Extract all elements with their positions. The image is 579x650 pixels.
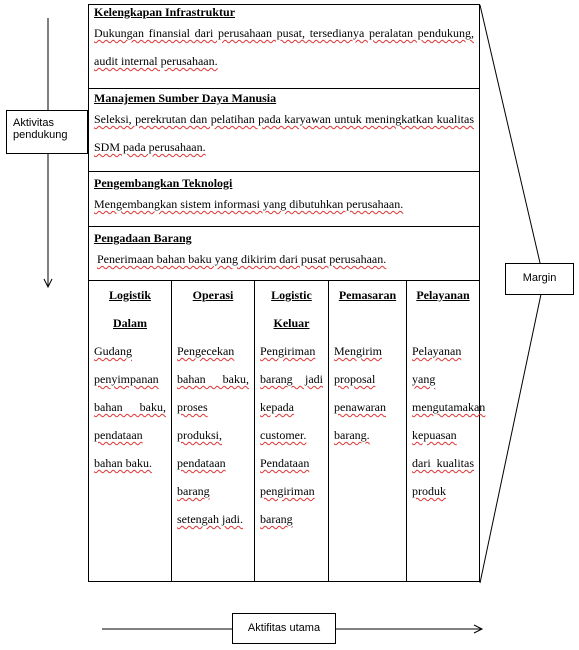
- section-title: Manajemen Sumber Daya Manusia: [94, 91, 277, 105]
- label-text: Margin: [522, 272, 557, 284]
- section-title: Pengembangkan Teknologi: [94, 176, 233, 190]
- column-text: Mengirim proposal penawaran barang.: [334, 344, 386, 442]
- section-text: Mengembangkan sistem informasi yang dibutuhkan perusahaan.: [94, 197, 404, 211]
- column-title: Operasi: [192, 288, 234, 302]
- primary-inbound: [89, 281, 172, 582]
- primary-activities-label: [232, 613, 336, 644]
- column-title: Pelayanan: [416, 288, 470, 302]
- column-title: Pemasaran: [338, 288, 397, 302]
- label-text: Aktivitas pendukung: [13, 117, 68, 141]
- primary-outbound: [255, 281, 329, 582]
- section-title: Kelengkapan Infrastruktur: [94, 5, 236, 19]
- support-infrastructure: [89, 5, 479, 89]
- primary-service: [407, 281, 486, 582]
- section-text: Seleksi, perekrutan dan pelatihan pada karyawan untuk meningkatkan kualitas SDM pada perusahaan.: [94, 112, 474, 154]
- support-hr: [89, 89, 479, 172]
- primary-operations: [172, 281, 255, 582]
- column-text: Pengecekan bahan baku, proses produksi, pendataan barang setengah jadi.: [177, 344, 249, 526]
- label-text: Aktifitas utama: [247, 622, 321, 634]
- value-chain-table: [88, 4, 486, 582]
- section-text: Penerimaan bahan baku yang dikirim dari pusat perusahaan.: [97, 252, 387, 266]
- section-text: Dukungan finansial dari perusahaan pusat, tersedianya peralatan pendukung, audit internal perusahaan.: [94, 26, 474, 68]
- column-text: Pengiriman barang jadi kepada customer. Pendataan pengiriman barang: [260, 344, 323, 526]
- margin-label: [505, 263, 574, 295]
- support-technology: [89, 172, 479, 227]
- column-title: Logistic Keluar: [271, 288, 312, 330]
- column-text: Pelayanan yang mengutamakan kepuasan dari kualitas produk: [412, 344, 486, 498]
- primary-marketing: [329, 281, 407, 582]
- section-title: Pengadaan Barang: [94, 231, 192, 245]
- column-title: Logistik Dalam: [108, 288, 151, 330]
- support-procurement: [89, 227, 479, 281]
- support-activities-label: [6, 110, 88, 154]
- column-text: Gudang penyimpanan bahan baku, pendataan bahan baku.: [94, 344, 166, 470]
